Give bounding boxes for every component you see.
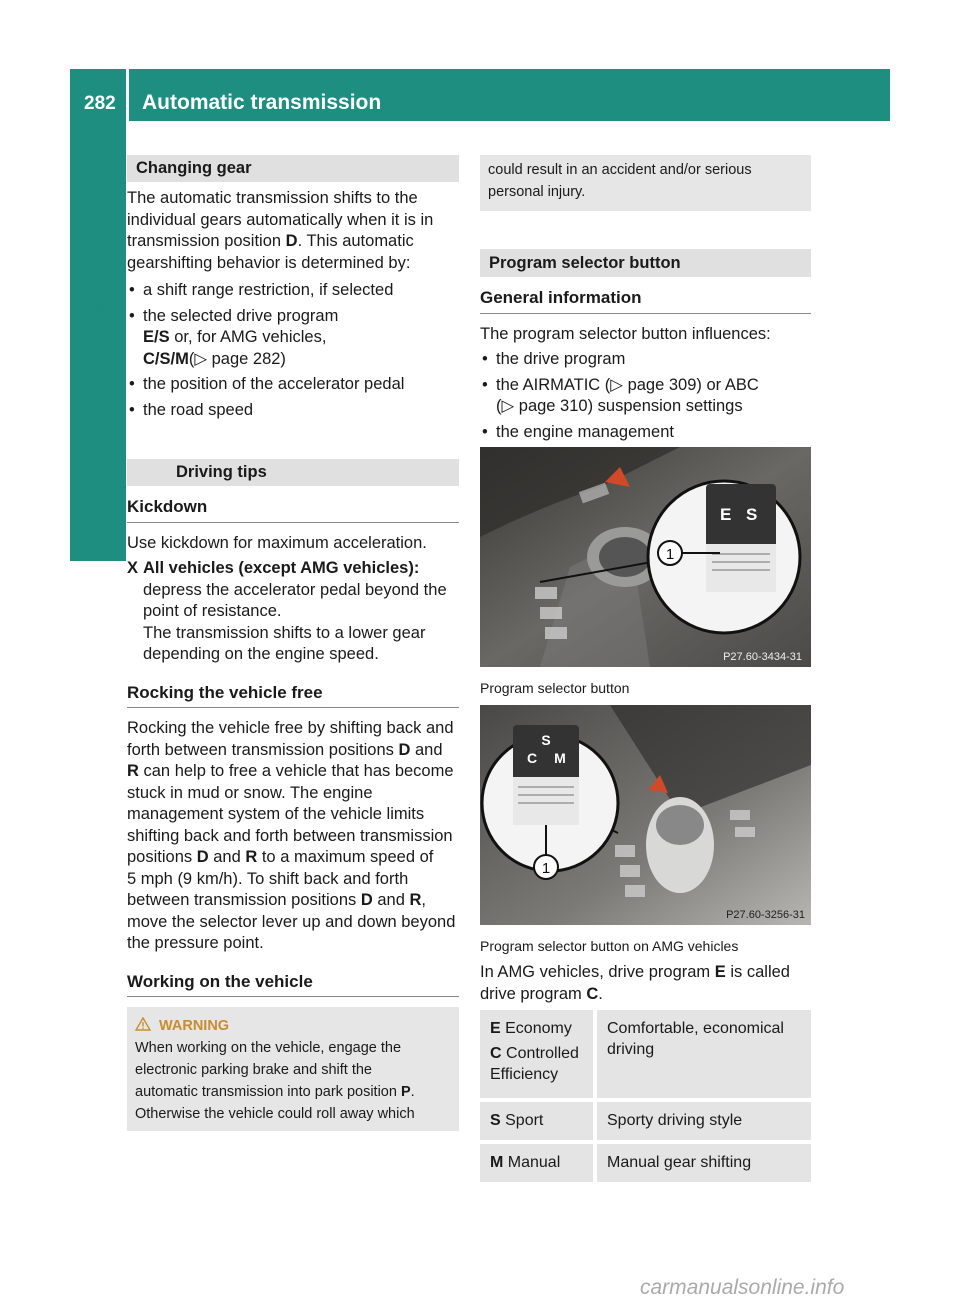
button-label-m: M [554, 750, 566, 766]
warning-title: WARNING [135, 1015, 451, 1037]
watermark: carmanualsonline.info [640, 1276, 845, 1299]
general-info-heading: General information [480, 287, 811, 314]
table-cell: Sporty driving style [593, 1102, 811, 1140]
image-caption: Program selector button [480, 680, 630, 696]
driving-tips-heading: Driving tips [127, 459, 459, 486]
drive-program-table [480, 1006, 811, 1186]
table-cell: E Economy C Controlled Efficiency [480, 1010, 593, 1098]
table-cell: Comfortable, economical driving [593, 1010, 811, 1098]
image-code: P27.60-3434-31 [723, 651, 802, 663]
table-row [480, 1010, 811, 1098]
list-item: • the position of the accelerator pedal [127, 374, 459, 396]
header-divider [126, 69, 129, 121]
button-label-c: C [526, 750, 538, 766]
callout-1: 1 [541, 860, 551, 877]
button-label-s: S [541, 732, 551, 748]
changing-gear-heading: Changing gear [127, 155, 459, 182]
list-item: • the engine management [480, 422, 811, 444]
chapter-label: Driving and parking [85, 196, 110, 404]
table-row [480, 1102, 811, 1140]
changing-gear-intro: The automatic transmission shifts to the individual gears automatically when it is in transmission position D. This automatic gearshifting behavior is determined by: [127, 189, 434, 272]
list-item: • the road speed [127, 400, 459, 422]
table-row [480, 1144, 811, 1182]
kickdown-intro: Use kickdown for maximum acceleration. [127, 533, 427, 552]
rocking-heading: Rocking the vehicle free [127, 682, 459, 709]
rocking-text: Rocking the vehicle free by shifting back and forth between transmission positions D and R can help to free a vehicle that has become stuck in mud or snow. The engine management system of the vehicle limits shifting back and forth between transmission positions D and R to a maximum speed of 5 mph (9 km/h). To shift back and forth between transmission positions D and R, move the selector lever up and down beyond the pressure point. [127, 719, 456, 952]
section-title: Automatic transmission [142, 91, 382, 114]
left-column [127, 155, 459, 1131]
amg-selector-photo [480, 705, 811, 925]
amg-note: In AMG vehicles, drive program E is called drive program C. [480, 963, 790, 1003]
page-header [70, 69, 890, 121]
list-item: • the drive program [480, 349, 811, 371]
image-caption: Program selector button on AMG vehicles [480, 938, 739, 954]
table-cell: S Sport [480, 1102, 593, 1140]
button-label-e: E [720, 505, 732, 524]
kickdown-heading: Kickdown [127, 496, 459, 523]
program-selector-photo [480, 447, 811, 667]
table-cell: Manual gear shifting [593, 1144, 811, 1182]
list-item: • a shift range restriction, if selected [127, 280, 459, 302]
program-selector-heading: Program selector button [480, 249, 811, 277]
callout-1: 1 [665, 546, 675, 563]
kickdown-step: X All vehicles (except AMG vehicles): depress the accelerator pedal beyond the point of resistance. The transmission shifts to a lower gear depending on the engine speed. [127, 559, 447, 663]
warning-box-continued: could result in an accident and/or serious personal injury. [480, 155, 811, 211]
warning-icon [135, 1017, 151, 1031]
right-column [480, 155, 811, 443]
list-item: • the AIRMATIC (▷ page 309) or ABC (▷ page 310) suspension settings [480, 375, 811, 418]
general-intro: The program selector button influences: [480, 324, 771, 343]
working-heading: Working on the vehicle [127, 971, 459, 998]
button-label-s: S [746, 505, 758, 524]
list-item: • the selected drive program E/S or, for AMG vehicles, C/S/M(▷ page 282) [127, 306, 459, 371]
image-code: P27.60-3256-31 [726, 909, 805, 921]
table-cell: M Manual [480, 1144, 593, 1182]
warning-box: WARNING When working on the vehicle, engage the electronic parking brake and shift the automatic transmission into park position P. Otherwise the vehicle could roll away which [127, 1007, 459, 1131]
page-number: 282 [84, 93, 116, 114]
